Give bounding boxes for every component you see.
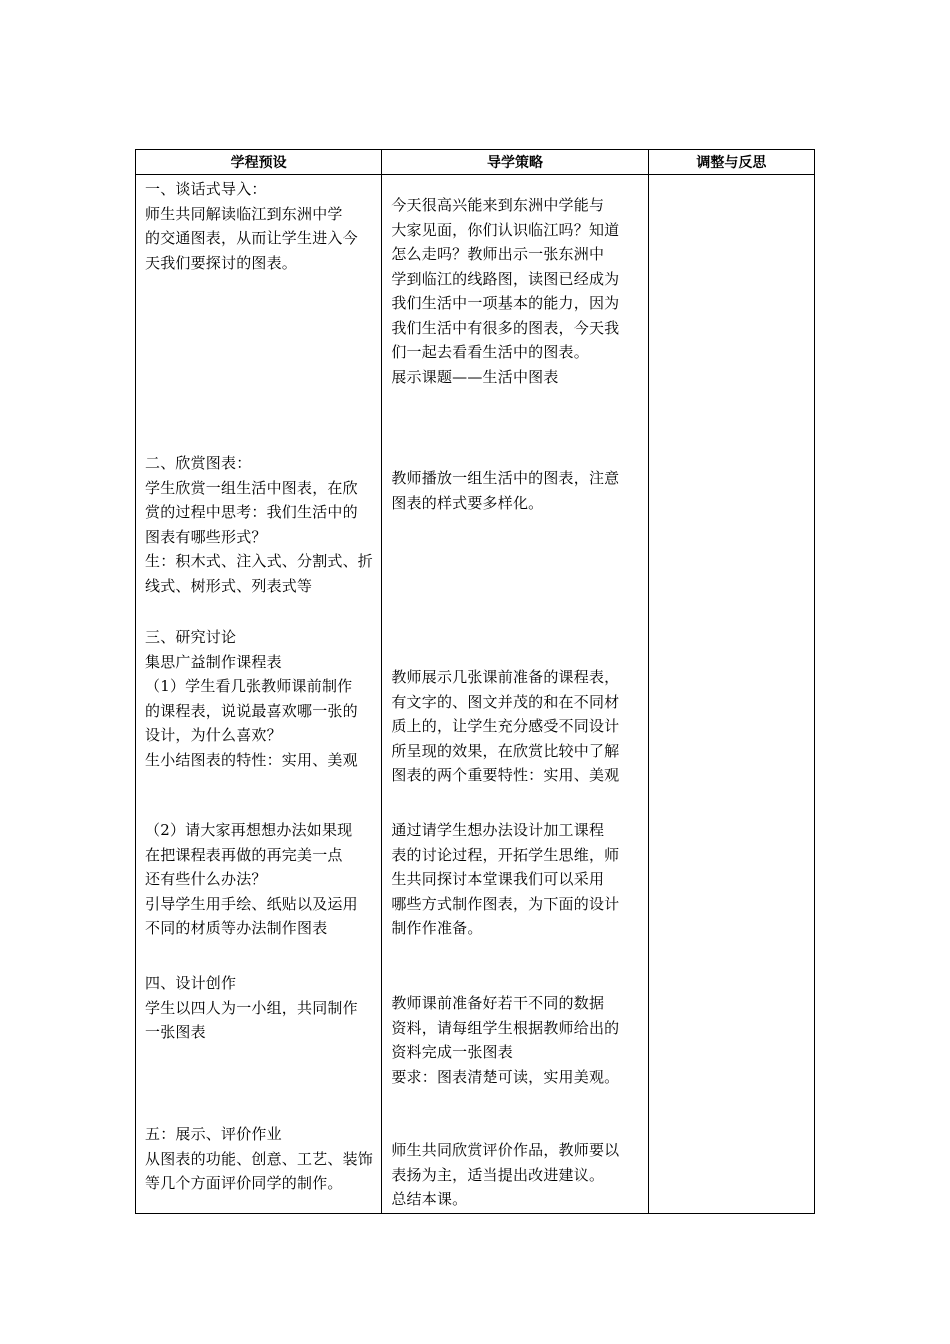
col2-section-1 [382, 193, 647, 389]
col2-text-line: 图表的样式要多样化。 [391, 493, 544, 512]
table-header-row [136, 150, 815, 175]
col2-section-3 [382, 665, 647, 788]
guidance-strategy-cell [382, 175, 648, 1214]
col2-text-line: 教师展示几张课前准备的课程表， [391, 668, 620, 686]
col2-text-line: 有文字的、图文并茂的和在不同材 [391, 692, 620, 711]
col2-section-6 [382, 1138, 647, 1212]
col2-text-line: 们一起去看看生活中的图表。 [391, 343, 589, 361]
col2-text-line: 总结本课。 [391, 1190, 468, 1208]
col1-text-line: （1）学生看几张教师课前制作 [145, 677, 353, 695]
col2-text-line: 通过请学生想办法设计加工课程 [391, 821, 605, 839]
col1-section-1 [136, 177, 381, 275]
header-study-preset: 学程预设 [136, 150, 382, 175]
col1-text-line: 学生以四人为一小组，共同制作 [145, 998, 358, 1017]
col1-text-line: 从图表的功能、创意、工艺、装饰 [145, 1149, 374, 1168]
col2-section-2 [382, 466, 647, 515]
col1-text-line: 引导学生用手绘、纸贴以及运用 [145, 894, 358, 913]
col1-text-line: 一张图表 [145, 1023, 206, 1041]
col2-section-5 [382, 991, 647, 1089]
col1-section-6 [136, 1122, 381, 1196]
col2-text-line: 哪些方式制作图表，为下面的设计 [391, 894, 620, 913]
col1-text-line: 二、欣赏图表： [145, 454, 252, 472]
col1-text-line: 三、研究讨论 [145, 628, 237, 646]
col1-text-line: 的交通图表，从而让学生进入今 [145, 229, 358, 247]
col1-text-line: 设计，为什么喜欢？ [145, 726, 282, 744]
col1-text-line: 赏的过程中思考：我们生活中的 [145, 503, 358, 521]
col1-text-line: 师生共同解读临江到东洲中学 [145, 204, 343, 223]
col2-text-line: 教师播放一组生活中的图表，注意 [391, 469, 620, 487]
col2-text-line: 展示课题——生活中图表 [391, 367, 559, 386]
col1-text-line: 还有些什么办法？ [145, 870, 267, 888]
col2-text-line: 图表的两个重要特性：实用、美观 [391, 766, 620, 784]
col2-text-line: 要求：图表清楚可读，实用美观。 [391, 1067, 620, 1086]
col2-text-line: 生共同探讨本堂课我们可以采用 [391, 870, 605, 888]
col2-text-line: 学到临江的线路图，读图已经成为 [391, 269, 620, 288]
col2-text-line: 师生共同欣赏评价作品，教师要以 [391, 1141, 620, 1159]
col1-text-line: 天我们要探讨的图表。 [145, 253, 298, 272]
col1-text-line: 等几个方面评价同学的制作。 [145, 1174, 343, 1192]
col2-text-line: 大家见面，你们认识临江吗？知道 [391, 220, 620, 239]
col2-text-line: 怎么走吗？教师出示一张东洲中 [391, 245, 605, 263]
col2-text-line: 表的讨论过程，开拓学生思维，师 [391, 845, 620, 864]
col1-text-line: 四、设计创作 [145, 974, 237, 992]
table-body-row [136, 175, 815, 1214]
col1-text-line: 集思广益制作课程表 [145, 652, 282, 671]
col1-text-line: 的课程表，说说最喜欢哪一张的 [145, 701, 358, 720]
col1-section-5 [136, 971, 381, 1045]
col1-text-line: 五：展示、评价作业 [145, 1125, 282, 1143]
col2-section-4 [382, 818, 647, 941]
col2-text-line: 表扬为主，适当提出改进建议。 [391, 1165, 605, 1184]
col2-text-line: 资料，请每组学生根据教师给出的 [391, 1018, 620, 1037]
col1-text-line: （2）请大家再想想办法如果现 [145, 821, 353, 839]
col2-text-line: 质上的，让学生充分感受不同设计 [391, 717, 620, 735]
col2-text-line: 教师课前准备好若干不同的数据 [391, 994, 605, 1012]
col1-text-line: 学生欣赏一组生活中图表，在欣 [145, 478, 358, 497]
adjust-reflect-cell [648, 175, 814, 1214]
col1-text-line: 生小结图表的特性：实用、美观 [145, 750, 358, 769]
col1-text-line: 生：积木式、注入式、分割式、折 [145, 552, 374, 570]
col2-text-line: 所呈现的效果，在欣赏比较中了解 [391, 741, 620, 760]
col1-section-4 [136, 818, 381, 941]
col2-text-line: 制作作准备。 [391, 919, 483, 937]
col1-text-line: 不同的材质等办法制作图表 [145, 919, 328, 937]
col1-text-line: 在把课程表再做的再完美一点 [145, 845, 343, 864]
header-adjust-reflect: 调整与反思 [648, 150, 814, 175]
col1-section-3 [136, 625, 381, 772]
col1-text-line: 一、谈话式导入： [145, 180, 267, 198]
col1-text-line: 图表有哪些形式？ [145, 527, 267, 546]
lesson-plan-table [135, 149, 815, 1214]
col1-text-line: 线式、树形式、列表式等 [145, 576, 313, 595]
col2-text-line: 我们生活中有很多的图表，今天我 [391, 318, 620, 337]
col2-text-line: 我们生活中一项基本的能力，因为 [391, 294, 620, 312]
col2-text-line: 资料完成一张图表 [391, 1043, 513, 1061]
header-guidance-strategy: 导学策略 [382, 150, 648, 175]
col2-text-line: 今天很高兴能来到东洲中学能与 [391, 196, 605, 214]
col1-section-2 [136, 451, 381, 598]
study-preset-cell [136, 175, 382, 1214]
